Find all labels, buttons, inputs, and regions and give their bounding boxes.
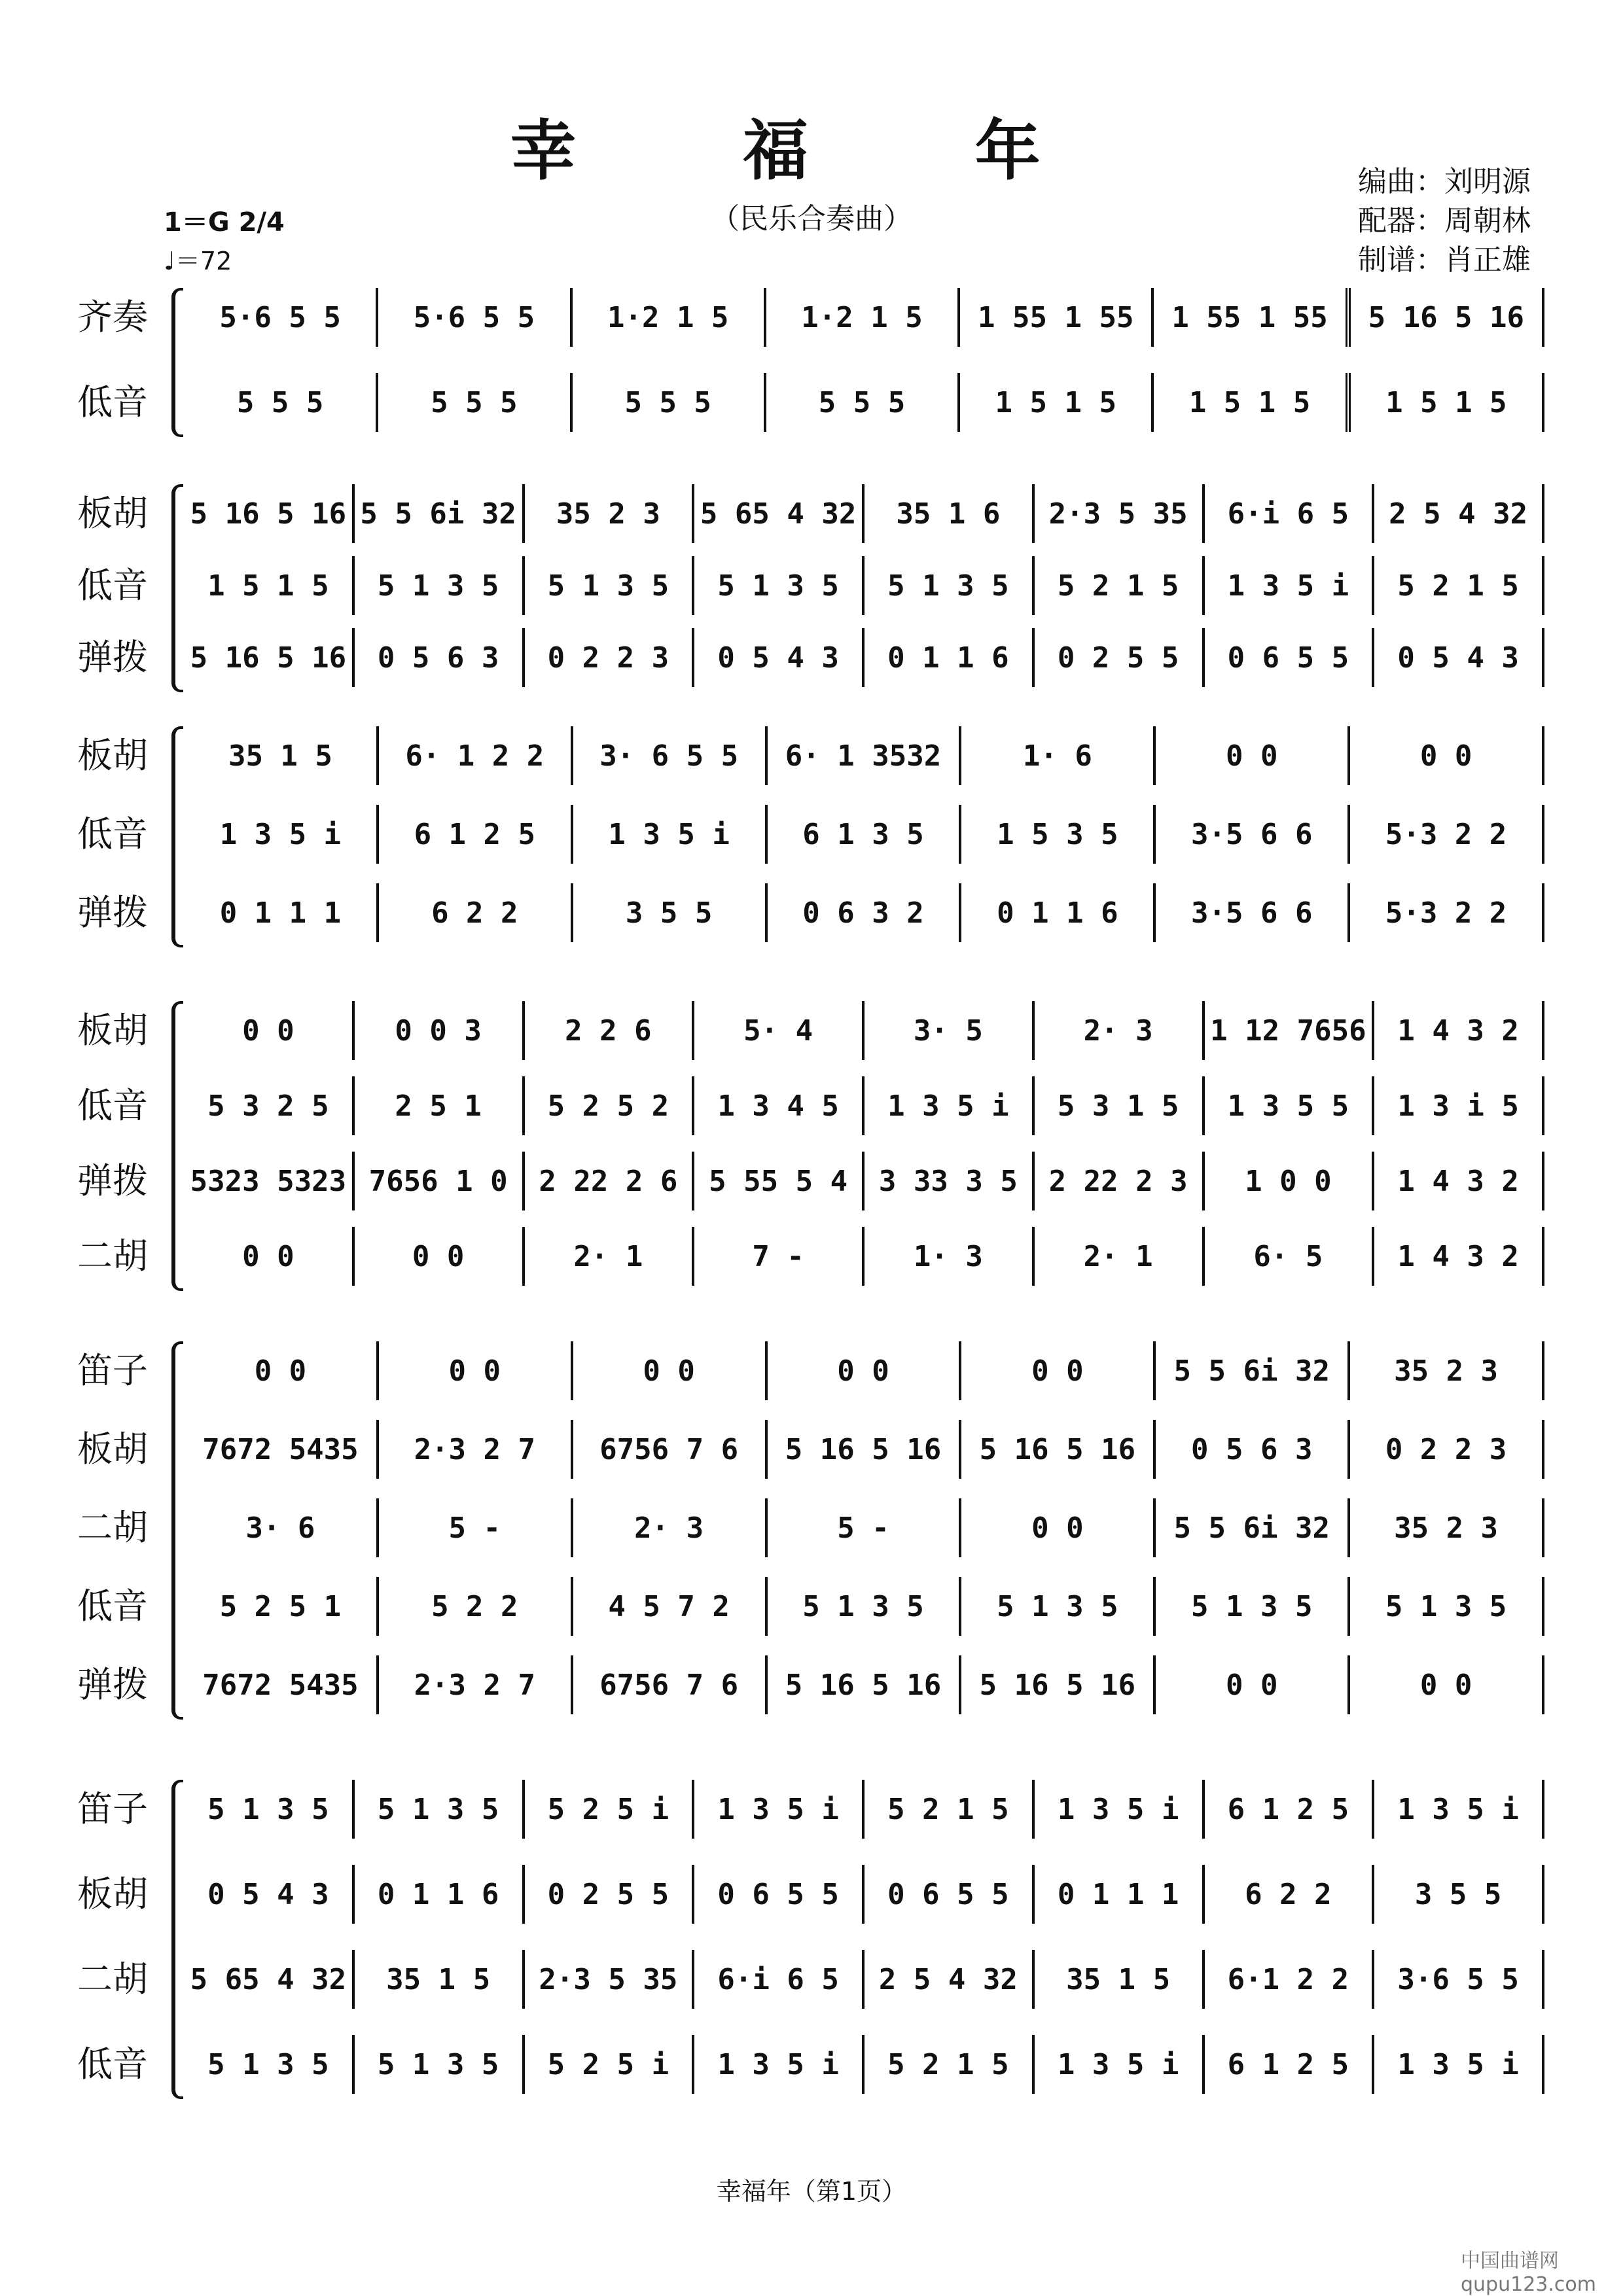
measure: 0 1 1 6	[961, 883, 1156, 942]
measure: 6·i 6 5	[1205, 484, 1375, 543]
measure: 5 3 2 5	[185, 1076, 355, 1135]
staff-row	[0, 1780, 1623, 1839]
measure: 0 6 3 2	[768, 883, 962, 942]
measure: 35 1 6	[865, 484, 1035, 543]
instrument-name: 低音	[77, 381, 148, 423]
staff-row	[0, 1865, 1623, 1924]
measure: 5 16 5 16	[1351, 288, 1544, 347]
measure: 1· 6	[961, 726, 1156, 785]
measure-row	[185, 556, 1544, 615]
measure-row	[185, 1865, 1544, 1924]
measure: 5 1 3 5	[355, 556, 525, 615]
instrument-name: 低音	[77, 1585, 148, 1627]
measure: 7656 1 0	[355, 1152, 525, 1210]
measure: 0 5 4 3	[1374, 628, 1544, 687]
measure: 0 2 2 3	[525, 628, 695, 687]
measure: 5 1 3 5	[355, 2035, 525, 2094]
measure: 5 1 3 5	[185, 1780, 355, 1839]
measure: 0 0	[573, 1341, 768, 1400]
measure: 1 55 1 55	[960, 288, 1154, 347]
measure: 0 1 1 1	[185, 883, 379, 942]
measure: 5 5 6i 32	[355, 484, 525, 543]
measure: 0 0	[961, 1498, 1156, 1557]
instrument-name: 低音	[77, 813, 148, 855]
measure: 6 1 2 5	[1205, 1780, 1375, 1839]
measure: 1 5 1 5	[960, 373, 1154, 432]
measure: 1 3 5 i	[865, 1076, 1035, 1135]
measure: 5 65 4 32	[694, 484, 865, 543]
measure: 5·6 5 5	[378, 288, 572, 347]
measure: 7 -	[694, 1227, 865, 1286]
measure: 5 1 3 5	[1156, 1577, 1350, 1636]
measure: 35 2 3	[525, 484, 695, 543]
measure: 6·1 2 2	[1205, 1950, 1375, 2009]
measure: 35 2 3	[1350, 1498, 1544, 1557]
measure: 1 3 5 5	[1205, 1076, 1375, 1135]
measure: 3·6 5 5	[1374, 1950, 1544, 2009]
measure: 5 2 5 1	[185, 1577, 379, 1636]
measure: 1·2 1 5	[573, 288, 766, 347]
instrument-name: 二胡	[77, 1235, 148, 1277]
measure: 1 55 1 55	[1154, 288, 1350, 347]
measure: 2 22 2 3	[1035, 1152, 1205, 1210]
staff-row	[0, 484, 1623, 543]
measure: 5 2 5 2	[525, 1076, 695, 1135]
measure: 1 3 5 i	[1374, 1780, 1544, 1839]
measure: 0 1 1 6	[865, 628, 1035, 687]
measure: 5 3 1 5	[1035, 1076, 1205, 1135]
measure: 5 2 1 5	[1035, 556, 1205, 615]
measure: 2 5 4 32	[865, 1950, 1035, 2009]
measure: 1 3 5 i	[694, 2035, 865, 2094]
measure: 35 1 5	[355, 1950, 525, 2009]
measure: 1 4 3 2	[1374, 1152, 1544, 1210]
measure-row	[185, 805, 1544, 864]
measure: 5 5 5	[185, 373, 378, 432]
measure: 5 1 3 5	[694, 556, 865, 615]
staff-row	[0, 1152, 1623, 1210]
measure: 1 3 5 i	[1374, 2035, 1544, 2094]
measure: 5 2 5 i	[525, 2035, 695, 2094]
measure: 0 6 5 5	[865, 1865, 1035, 1924]
measure: 5 5 6i 32	[1156, 1498, 1350, 1557]
measure: 0 0	[1350, 1655, 1544, 1714]
staff-row	[0, 805, 1623, 864]
measure: 5·3 2 2	[1350, 805, 1544, 864]
measure: 0 0	[768, 1341, 962, 1400]
measure: 2 22 2 6	[525, 1152, 695, 1210]
measure: 0 0	[355, 1227, 525, 1286]
measure: 5 1 3 5	[185, 2035, 355, 2094]
measure: 0 5 4 3	[185, 1865, 355, 1924]
measure: 7672 5435	[185, 1655, 379, 1714]
measure: 5 1 3 5	[768, 1577, 962, 1636]
measure: 7672 5435	[185, 1420, 379, 1479]
measure-row	[185, 883, 1544, 942]
measure: 6 2 2	[1205, 1865, 1375, 1924]
measure: 1 5 1 5	[185, 556, 355, 615]
instrument-name: 二胡	[77, 1507, 148, 1548]
measure: 5 5 5	[766, 373, 960, 432]
measure: 5 1 3 5	[355, 1780, 525, 1839]
measure-row	[185, 2035, 1544, 2094]
measure: 0 0	[1350, 726, 1544, 785]
measure: 5 1 3 5	[961, 1577, 1156, 1636]
measure: 6· 1 3532	[768, 726, 962, 785]
measure: 3· 6 5 5	[573, 726, 768, 785]
measure: 35 1 5	[1035, 1950, 1205, 2009]
key-signature: 1＝G 2/4	[164, 207, 285, 238]
measure: 5 16 5 16	[185, 484, 355, 543]
measure: 5323 5323	[185, 1152, 355, 1210]
staff-row	[0, 1420, 1623, 1479]
staff-row	[0, 288, 1623, 347]
measure: 0 2 5 5	[1035, 628, 1205, 687]
measure: 6 1 2 5	[1205, 2035, 1375, 2094]
measure: 5 16 5 16	[768, 1420, 962, 1479]
measure: 5 -	[379, 1498, 573, 1557]
measure: 1 3 5 i	[573, 805, 768, 864]
measure: 5 2 1 5	[1374, 556, 1544, 615]
measure: 3·5 6 6	[1156, 805, 1350, 864]
measure: 0 0 3	[355, 1001, 525, 1060]
measure: 1 3 5 i	[694, 1780, 865, 1839]
staff-row	[0, 726, 1623, 785]
measure: 0 5 4 3	[694, 628, 865, 687]
measure: 0 6 5 5	[694, 1865, 865, 1924]
credit-arranger: 编曲：刘明源	[1358, 165, 1531, 198]
instrument-name: 板胡	[77, 1873, 148, 1915]
page-footer: 幸福年（第1页）	[716, 2177, 907, 2206]
staff-row	[0, 1498, 1623, 1557]
measure: 5 5 6i 32	[1156, 1341, 1350, 1400]
measure: 1 3 5 i	[1035, 1780, 1205, 1839]
measure: 5 5 5	[378, 373, 572, 432]
measure: 35 2 3	[1350, 1341, 1544, 1400]
credit-orchestrator: 配器：周朝林	[1358, 204, 1531, 238]
measure: 6· 5	[1205, 1227, 1375, 1286]
measure: 3· 6	[185, 1498, 379, 1557]
measure: 0 0	[185, 1227, 355, 1286]
measure: 35 1 5	[185, 726, 379, 785]
instrument-name: 笛子	[77, 1788, 148, 1829]
credit-engraver: 制谱：肖正雄	[1358, 243, 1531, 277]
measure: 6 1 2 5	[379, 805, 573, 864]
measure-row	[185, 1341, 1544, 1400]
measure: 5 -	[768, 1498, 962, 1557]
measure: 0 0	[185, 1341, 379, 1400]
instrument-name: 弹拨	[77, 892, 148, 933]
measure: 0 0	[379, 1341, 573, 1400]
measure: 5 16 5 16	[185, 628, 355, 687]
staff-row	[0, 883, 1623, 942]
measure: 0 2 5 5	[525, 1865, 695, 1924]
measure: 1 4 3 2	[1374, 1227, 1544, 1286]
measure: 5 2 1 5	[865, 2035, 1035, 2094]
measure: 5 16 5 16	[961, 1655, 1156, 1714]
measure: 1 12 7656	[1205, 1001, 1375, 1060]
measure: 6 2 2	[379, 883, 573, 942]
measure: 5· 4	[694, 1001, 865, 1060]
measure: 1 3 5 i	[185, 805, 379, 864]
score-title: 幸 福 年	[510, 112, 1113, 189]
measure: 5·3 2 2	[1350, 883, 1544, 942]
measure: 5 1 3 5	[1350, 1577, 1544, 1636]
measure-row	[185, 1780, 1544, 1839]
measure: 0 5 6 3	[1156, 1420, 1350, 1479]
instrument-name: 笛子	[77, 1350, 148, 1391]
measure: 1 3 4 5	[694, 1076, 865, 1135]
measure: 1 5 1 5	[1351, 373, 1544, 432]
measure-row	[185, 1655, 1544, 1714]
measure: 5 16 5 16	[768, 1655, 962, 1714]
staff-row	[0, 1076, 1623, 1135]
measure: 0 1 1 1	[1035, 1865, 1205, 1924]
instrument-name: 低音	[77, 2043, 148, 2085]
measure-row	[185, 1076, 1544, 1135]
measure: 0 1 1 6	[355, 1865, 525, 1924]
measure: 0 0	[1156, 726, 1350, 785]
instrument-name: 弹拨	[77, 637, 148, 678]
measure: 2· 1	[1035, 1227, 1205, 1286]
measure: 5 2 2	[379, 1577, 573, 1636]
measure-row	[185, 628, 1544, 687]
score-subtitle: （民乐合奏曲）	[711, 202, 912, 236]
measure: 2 5 1	[355, 1076, 525, 1135]
measure: 6756 7 6	[573, 1420, 768, 1479]
measure: 4 5 7 2	[573, 1577, 768, 1636]
staff-row	[0, 373, 1623, 432]
instrument-name: 弹拨	[77, 1664, 148, 1705]
measure: 5·6 5 5	[185, 288, 378, 347]
staff-row	[0, 1950, 1623, 2009]
measure: 2·3 2 7	[379, 1420, 573, 1479]
site-logo: 中国曲谱网 qupu123.com	[1461, 2250, 1596, 2296]
measure: 6· 1 2 2	[379, 726, 573, 785]
instrument-name: 板胡	[77, 735, 148, 776]
measure: 6·i 6 5	[694, 1950, 865, 2009]
measure: 1 4 3 2	[1374, 1001, 1544, 1060]
measure: 2· 3	[573, 1498, 768, 1557]
measure: 1·2 1 5	[766, 288, 960, 347]
measure: 3 5 5	[573, 883, 768, 942]
measure: 5 1 3 5	[525, 556, 695, 615]
measure: 2· 3	[1035, 1001, 1205, 1060]
instrument-name: 板胡	[77, 1428, 148, 1470]
tempo-marking: ♩＝72	[164, 247, 232, 275]
measure: 0 0	[185, 1001, 355, 1060]
measure-row	[185, 726, 1544, 785]
staff-row	[0, 1227, 1623, 1286]
measure: 3·5 6 6	[1156, 883, 1350, 942]
measure: 2 5 4 32	[1374, 484, 1544, 543]
staff-row	[0, 1655, 1623, 1714]
measure: 1 5 3 5	[961, 805, 1156, 864]
measure-row	[185, 1152, 1544, 1210]
measure-row	[185, 1227, 1544, 1286]
measure: 5 2 1 5	[865, 1780, 1035, 1839]
measure: 3· 5	[865, 1001, 1035, 1060]
measure: 1 0 0	[1205, 1152, 1375, 1210]
measure: 5 5 5	[573, 373, 766, 432]
staff-row	[0, 2035, 1623, 2094]
instrument-name: 弹拨	[77, 1160, 148, 1201]
measure-row	[185, 484, 1544, 543]
measure: 6756 7 6	[573, 1655, 768, 1714]
measure: 1 3 5 i	[1205, 556, 1375, 615]
staff-row	[0, 628, 1623, 687]
instrument-name: 板胡	[77, 1010, 148, 1051]
measure: 6 1 3 5	[768, 805, 962, 864]
measure: 2·3 5 35	[1035, 484, 1205, 543]
measure: 1 3 i 5	[1374, 1076, 1544, 1135]
instrument-name: 二胡	[77, 1958, 148, 2000]
measure-row	[185, 1950, 1544, 2009]
measure: 5 65 4 32	[185, 1950, 355, 2009]
measure: 2· 1	[525, 1227, 695, 1286]
instrument-name: 齐奏	[77, 296, 148, 338]
measure-row	[185, 373, 1544, 432]
instrument-name: 板胡	[77, 493, 148, 534]
measure: 0 2 2 3	[1350, 1420, 1544, 1479]
measure: 0 6 5 5	[1205, 628, 1375, 687]
measure: 1 5 1 5	[1154, 373, 1350, 432]
measure: 5 55 5 4	[694, 1152, 865, 1210]
measure: 5 16 5 16	[961, 1420, 1156, 1479]
staff-row	[0, 1577, 1623, 1636]
measure: 0 0	[961, 1341, 1156, 1400]
measure: 0 5 6 3	[355, 628, 525, 687]
staff-row	[0, 1341, 1623, 1400]
measure: 0 0	[1156, 1655, 1350, 1714]
instrument-name: 低音	[77, 1085, 148, 1126]
measure: 1 3 5 i	[1035, 2035, 1205, 2094]
staff-row	[0, 556, 1623, 615]
measure: 2 2 6	[525, 1001, 695, 1060]
instrument-name: 低音	[77, 565, 148, 606]
measure-row	[185, 1498, 1544, 1557]
measure: 5 2 5 i	[525, 1780, 695, 1839]
measure: 5 1 3 5	[865, 556, 1035, 615]
measure-row	[185, 1420, 1544, 1479]
measure: 1· 3	[865, 1227, 1035, 1286]
measure: 2·3 2 7	[379, 1655, 573, 1714]
staff-row	[0, 1001, 1623, 1060]
measure: 3 33 3 5	[865, 1152, 1035, 1210]
measure-row	[185, 1577, 1544, 1636]
measure: 2·3 5 35	[525, 1950, 695, 2009]
measure-row	[185, 1001, 1544, 1060]
measure: 3 5 5	[1374, 1865, 1544, 1924]
measure-row	[185, 288, 1544, 347]
credits-block	[1358, 162, 1531, 280]
